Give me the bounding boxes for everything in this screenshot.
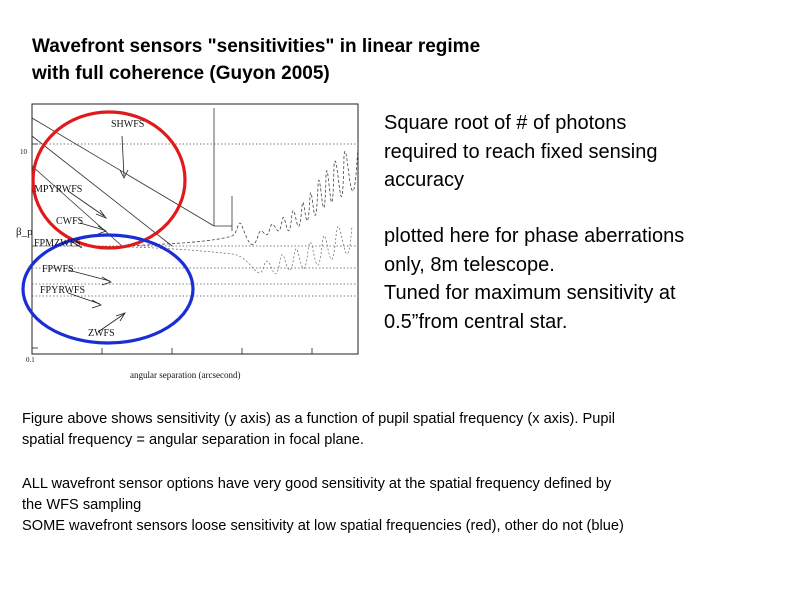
y-tick-bottom: 0.1 xyxy=(26,356,35,364)
page-title xyxy=(32,33,632,87)
label-zwfs: ZWFS xyxy=(88,328,115,339)
label-mpyrwfs: MPYRWFS xyxy=(34,184,83,195)
desc1-line-2: required to reach fixed sensing xyxy=(384,140,658,163)
y-tick-top: 10 xyxy=(20,148,27,156)
caption-line-2: spatial frequency = angular separation in focal plane. xyxy=(22,432,364,448)
curve-mpyrwfs xyxy=(32,118,214,226)
figure-caption xyxy=(22,409,782,451)
x-axis-label: angular separation (arcsecond) xyxy=(130,370,241,380)
sensitivity-figure xyxy=(12,96,372,386)
label-fpwfs: FPWFS xyxy=(42,264,74,275)
desc2-line-3: Tuned for maximum sensitivity at xyxy=(384,282,676,304)
conclusion-line-3: SOME wavefront sensors loose sensitivity at low spatial frequencies (red), other do not (blue) xyxy=(22,518,624,534)
label-fpyrwfs: FPYRWFS xyxy=(40,285,86,296)
desc1-line-1: Square root of # of photons xyxy=(384,112,627,134)
desc2-line-1: plotted here for phase aberrations xyxy=(384,225,685,247)
desc2-line-2: only, 8m telescope. xyxy=(384,253,555,276)
arrow-shwfs xyxy=(122,136,124,176)
y-axis-label: β_p xyxy=(16,226,33,238)
conclusion-line-2: the WFS sampling xyxy=(22,497,142,513)
conclusion-notes xyxy=(22,474,782,537)
label-shwfs: SHWFS xyxy=(111,119,145,130)
title-line-1: Wavefront sensors "sensitivities" in linear regime xyxy=(32,36,481,57)
desc1-line-3: accuracy xyxy=(384,169,465,191)
label-cwfs: CWFS xyxy=(56,216,84,227)
description-paragraph-2 xyxy=(384,222,784,336)
title-line-2: with full coherence (Guyon 2005) xyxy=(32,63,330,84)
description-paragraph-1 xyxy=(384,109,784,195)
caption-line-1: Figure above shows sensitivity (y axis) as a function of pupil spatial frequency (x axis). Pupil xyxy=(22,411,615,427)
curve-oscillating-2 xyxy=(32,226,352,274)
red-highlight-circle xyxy=(33,112,185,248)
conclusion-line-1: ALL wavefront sensor options have very good sensitivity at the spatial frequency defined by xyxy=(22,476,612,492)
plot-frame xyxy=(32,104,358,354)
label-fpmzwfs: FPMZWFS xyxy=(34,238,81,249)
desc2-line-4: 0.5”from central star. xyxy=(384,310,568,333)
